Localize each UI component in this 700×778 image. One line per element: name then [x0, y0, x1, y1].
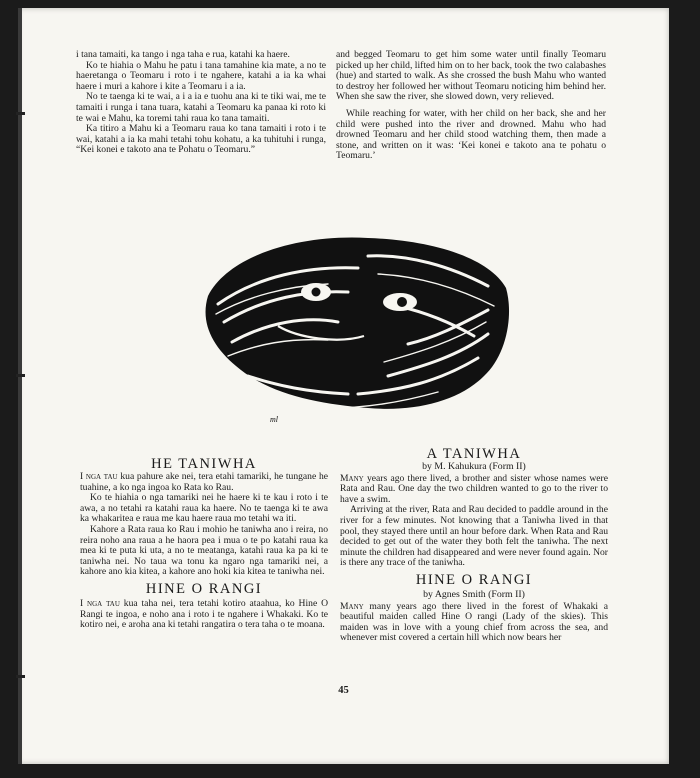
binding-edge	[18, 8, 22, 764]
story-title: HE TANIWHA	[151, 456, 257, 472]
lead-smallcaps: I nga tau	[80, 471, 118, 482]
paragraph	[340, 602, 608, 644]
byline: by Agnes Smith (Form II)	[423, 588, 525, 600]
paragraph: Ko te hiahia o Mahu he patu i tana tamahine kia mate, a no te haeretanga o Teomaru i roto i te ngahere, katahi a ia ka whai haere i muri a kahore i kite a Teomaru i a ia.	[76, 59, 326, 92]
illustration-signature: ml	[270, 415, 278, 424]
paragraph-text: years ago there lived, a brother and sister whose names were Rata and Rau. One day the two children wanted to go to the river to have a swim.	[340, 472, 608, 505]
column-bottom-left	[80, 456, 328, 631]
paragraph: Ko te hiahia o nga tamariki nei he haere ki te kau i roto i te awa, a no tetahi ra katahi raua ka haere. No te taenga ki te awa ka whakaritea e raua me kau haere raua mo tetahi wa iti.	[80, 492, 328, 525]
paragraph: No te taenga ki te wai, a i a ia e tuohu ana ki te tiki wai, me te tamaiti i runga i tana tuara, katahi a Teomaru ka panaa ki roto ki te wai e Mahu, ka toremi tahi raua ko tana tamaiti.	[76, 91, 326, 124]
binding-staple	[16, 675, 25, 678]
paragraph	[80, 472, 328, 493]
paragraph-text: kua taha nei, tera tetahi kotiro ataahua, ko Hine O Rangi te ingoa, e noho ana i roto i te ngahere i Whakaki. Ko te kotiro nei, e aroha ana ki tetahi rangatira o tera taha o te moana.	[80, 597, 329, 631]
story-title: HINE O RANGI	[415, 571, 533, 588]
paragraph: Ka titiro a Mahu ki a Teomaru raua ko tana tamaiti i roto i te wai, katahi a ia ka mahi tetahi tohu kohatu, a ka tuhituhi i runga, “Kei konei e takoto ana te Pohatu o Teomaru.”	[76, 123, 326, 156]
paragraph: Arriving at the river, Rata and Rau decided to paddle around in the river for a few minutes. Not knowing that a Taniwha lived in that pool, they stayed there until an hour before dark. When Rata and Rau decided to get out of the water they both felt the taniwha. The next minute the children had disappeared and were never found again. Nor is there any trace of the taniwha.	[340, 504, 608, 569]
paragraph: While reaching for water, with her child on her back, she and her child were pushed into the river and drowned. Mahu who had drowned Teomaru and her child stood watching them, then made a stone, and written on it was: ‘Kei konei e takoto ana te pohatu o Teomaru.’	[336, 107, 606, 162]
paragraph	[340, 474, 608, 506]
page	[18, 8, 669, 764]
lead-smallcaps: Many	[340, 600, 364, 612]
binding-staple	[16, 374, 25, 377]
taniwha-illustration	[188, 226, 513, 426]
lead-smallcaps: Many	[340, 472, 364, 484]
paragraph	[80, 599, 328, 631]
paragraph: i tana tamaiti, ka tango i nga taha e rua, katahi ka haere.	[76, 49, 290, 60]
byline: by M. Kahukura (Form II)	[422, 461, 526, 472]
story-title: HINE O RANGI	[145, 580, 263, 597]
column-top-right	[336, 50, 606, 162]
column-top-left	[76, 50, 326, 156]
page-number: 45	[338, 685, 349, 696]
paragraph: Kahore a Rata raua ko Rau i mohio he taniwha ano i reira, no reira noho ana raua a he haora pea i mua o te po katahi raua ka mea ki te puta ki uta, a no te meatanga, katahi raua ka pa ki te taniwha nei. No taua wa tonu ka ngaro nga tamariki nei, a kahore ano kia kitea, a kahore ano hoki kia kitea te taniwha nei.	[80, 523, 328, 578]
paragraph-text: kua pahure ake nei, tera etahi tamariki, he tungane he tuahine, a ko nga ingoa ko Rata ko Rau.	[80, 471, 329, 493]
paragraph-text: many years ago there lived in the forest of Whakaki a beautiful maiden called Hine O rangi (Lady of the skies). This maiden was in love with a young chief from across the sea, and whenever mist covered a certain hill which now bears her	[340, 600, 608, 644]
binding-staple	[16, 112, 25, 115]
column-bottom-right	[340, 446, 608, 644]
paragraph: and begged Teomaru to get him some water until finally Teomaru picked up her child, lifted him on to her back, took the two calabashes (hue) and started to walk. As she crossed the bush Mahu who wanted to destroy her followed her without Teomaru noticing him behind her. When she saw the river, she slowed down, very relieved.	[336, 49, 606, 103]
lead-smallcaps: I nga tau	[80, 597, 120, 609]
story-title: A TANIWHA	[426, 446, 522, 462]
